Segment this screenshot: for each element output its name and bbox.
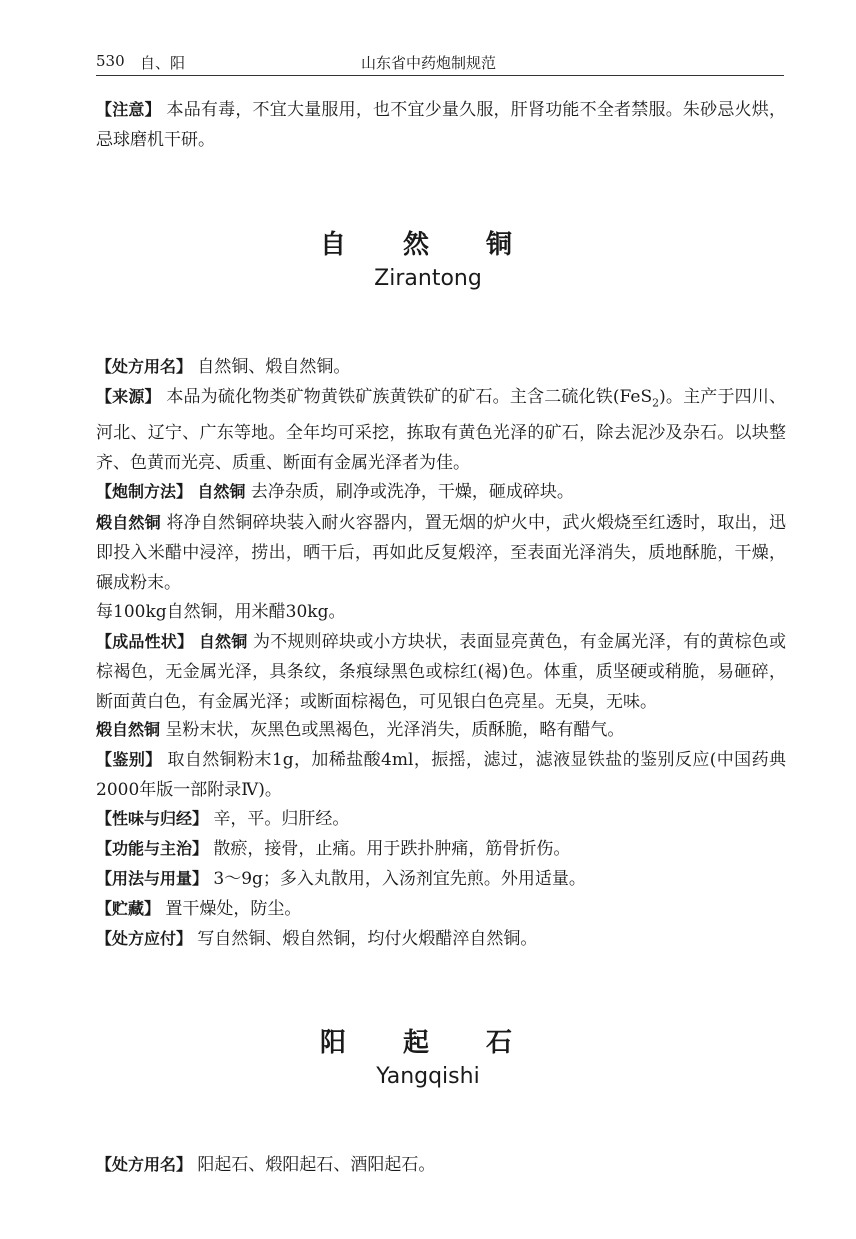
functions-paragraph [96, 834, 786, 864]
identification-paragraph [96, 745, 786, 805]
prescription-names-text-2: 阳起石、煅阳起石、酒阳起石。 [197, 1155, 436, 1175]
processing-text-zirantong: 去净杂质，刷净或洗净，干燥，砸成碎块。 [250, 482, 574, 502]
nature-paragraph [96, 804, 786, 834]
source-text-before: 本品为硫化物类矿物黄铁矿族黄铁矿的矿石。主含二硫化铁(FeS [166, 387, 653, 407]
properties-text-calcined: 呈粉末状，灰黑色或黑褐色，光泽消失，质酥脆，略有醋气。 [165, 720, 625, 740]
note-text: 本品有毒，不宜大量服用，也不宜少量久服，肝肾功能不全者禁服。朱砂忌火烘，忌球磨机干研。 [96, 100, 786, 150]
processing-label: 【炮制方法】 [96, 482, 193, 501]
processing-sub-zirantong: 自然铜 [197, 482, 246, 501]
source-label: 【来源】 [96, 387, 161, 406]
identification-text: 取自然铜粉末1g，加稀盐酸4ml，振摇，滤过，滤液显铁盐的鉴别反应(中国药典2000年版一部附录Ⅳ)。 [96, 750, 786, 800]
storage-text: 置干燥处，防尘。 [165, 899, 302, 919]
running-header [96, 47, 784, 76]
properties-paragraph [96, 627, 786, 717]
calcined-processing-paragraph [96, 508, 786, 598]
processing-text-calcined: 将净自然铜碎块装入耐火容器内，置无烟的炉火中，武火煅烧至红透时，取出，迅即投入米醋中浸淬，捞出，晒干后，再如此反复煅淬，至表面光泽消失，质地酥脆，干燥，碾成粉末。 [96, 513, 786, 593]
note-label: 【注意】 [96, 100, 161, 119]
identification-label: 【鉴别】 [96, 750, 162, 769]
properties-sub-zirantong: 自然铜 [198, 632, 248, 651]
prescription-names-label-2: 【处方用名】 [96, 1155, 193, 1174]
processing-paragraph [96, 477, 786, 507]
source-text-after: )。主产于四川、河北、辽宁、广东等地。全年均可采挖，拣取有黄色光泽的矿石，除去泥沙及杂石。以块整齐、色黄而光亮、质重、断面有金属光泽者为佳。 [96, 387, 786, 474]
vinegar-ratio-paragraph [96, 597, 786, 627]
dispensing-paragraph [96, 924, 786, 954]
processing-sub-calcined: 煅自然铜 [96, 513, 161, 532]
properties-label: 【成品性状】 [96, 632, 194, 651]
prescription-names-paragraph [96, 352, 786, 382]
dispensing-text: 写自然铜、煅自然铜，均付火煅醋淬自然铜。 [197, 929, 538, 949]
entry-title-yangqishi: 阳 起 石 [319, 1028, 537, 1058]
dosage-paragraph [96, 864, 786, 894]
prescription-names-text: 自然铜、煅自然铜。 [197, 357, 351, 377]
prescription-names-label: 【处方用名】 [96, 357, 193, 376]
dispensing-label: 【处方应付】 [96, 929, 193, 948]
note-paragraph [96, 95, 786, 155]
calcined-properties-paragraph [96, 715, 786, 745]
running-title: 山东省中药炮制规范 [361, 54, 497, 72]
prescription-names-paragraph-2 [96, 1150, 786, 1180]
page-number: 530 [96, 52, 125, 70]
functions-text: 散瘀，接骨，止痛。用于跌扑肿痛，筋骨折伤。 [213, 839, 571, 859]
properties-sub-calcined: 煅自然铜 [96, 720, 161, 739]
storage-label: 【贮藏】 [96, 899, 161, 918]
dosage-text: 3～9g；多入丸散用，入汤剂宜先煎。外用适量。 [213, 869, 586, 889]
properties-text-zirantong: 为不规则碎块或小方块状，表面显亮黄色，有金属光泽，有的黄棕色或棕褐色，无金属光泽，具条纹，条痕绿黑色或棕红(褐)色。体重，质坚硬或稍脆，易砸碎，断面黄白色，有金属光泽；或断面棕褐色，可见银白色亮星。无臭，无味。 [96, 632, 786, 712]
entry-pinyin-zirantong: Zirantong [374, 266, 482, 291]
functions-label: 【功能与主治】 [96, 839, 209, 858]
nature-label: 【性味与归经】 [96, 809, 209, 828]
entry-pinyin-yangqishi: Yangqishi [376, 1064, 480, 1089]
entry-title-zirantong: 自 然 铜 [319, 230, 537, 260]
source-subscript: 2 [652, 396, 660, 410]
nature-text: 辛，平。归肝经。 [213, 809, 350, 829]
vinegar-ratio-text: 每100kg自然铜，用米醋30kg。 [96, 602, 346, 622]
source-paragraph [96, 382, 786, 478]
storage-paragraph [96, 894, 786, 924]
dosage-label: 【用法与用量】 [96, 869, 209, 888]
section-marker: 自、阳 [140, 54, 186, 72]
